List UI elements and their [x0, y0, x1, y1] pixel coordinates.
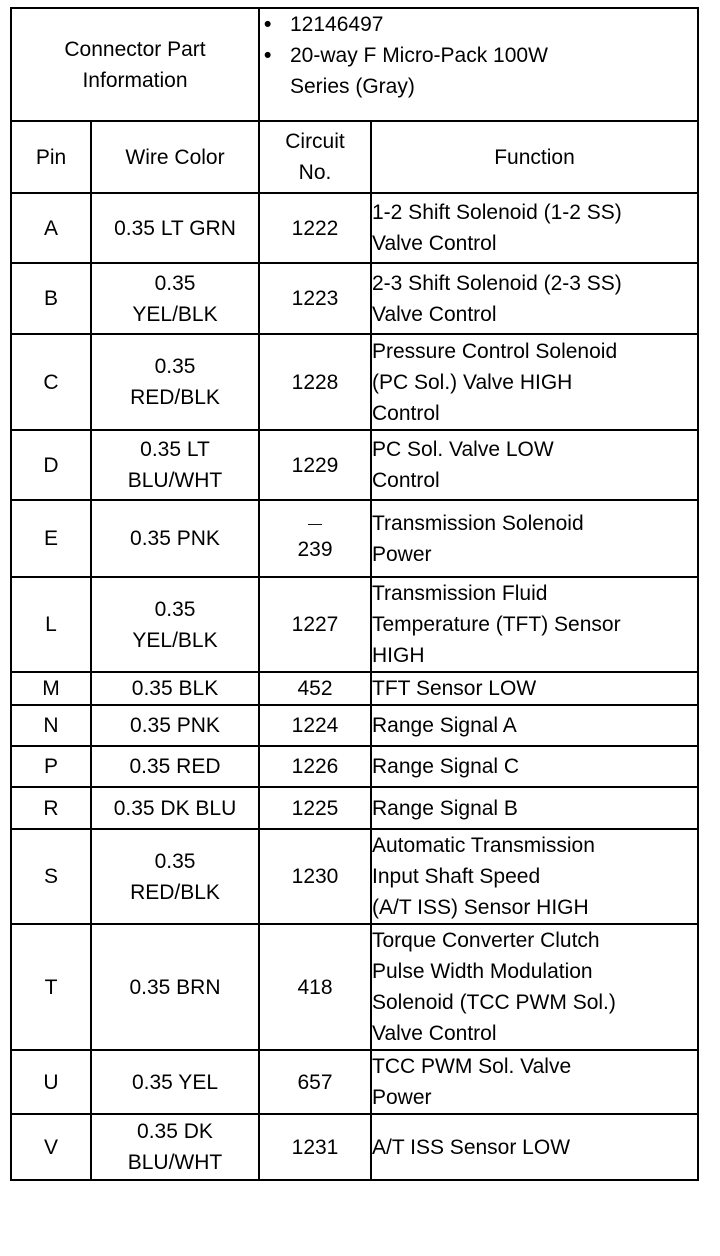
connector-description-item: [260, 40, 697, 102]
function-line: TCC PWM Sol. Valve: [372, 1055, 572, 1078]
function-line: TFT Sensor LOW: [372, 677, 537, 700]
header-circuit-no-line: No.: [298, 161, 332, 184]
wire-color-line: 0.35: [154, 271, 196, 295]
function-line: Power: [372, 542, 432, 566]
circuit-no-cell: [259, 577, 371, 672]
circuit-no-cell: [259, 787, 371, 829]
function-line: Transmission Fluid: [372, 582, 548, 605]
function-line: Solenoid (TCC PWM Sol.): [372, 991, 616, 1014]
connector-table-sheet: [10, 7, 697, 1181]
connector-info-label-line: Connector Part: [64, 37, 206, 61]
function-line: 1-2 Shift Solenoid (1-2 SS): [372, 201, 622, 224]
circuit-no-line: 1226: [291, 755, 339, 778]
table-row: [11, 263, 698, 334]
function-line: Power: [372, 1086, 432, 1109]
pin-label: A: [43, 216, 58, 240]
table-row: [11, 705, 698, 746]
pin-label: M: [42, 677, 60, 700]
function-line: Temperature (TFT) Sensor: [372, 613, 621, 636]
wire-color-line: RED/BLK: [130, 880, 220, 904]
connector-description: [290, 40, 548, 102]
pin-label: V: [43, 1135, 58, 1159]
function-line: Pressure Control Solenoid: [372, 339, 618, 363]
header-wire-color: [91, 121, 259, 193]
function-line: Valve Control: [372, 302, 497, 326]
circuit-no-line: 1223: [291, 287, 339, 310]
circuit-no-line: 452: [297, 677, 333, 700]
wire-color-line: YEL/BLK: [132, 302, 218, 326]
header-function: [371, 121, 698, 193]
pin-cell: [11, 1050, 91, 1114]
pin-cell: [11, 746, 91, 787]
wire-color-cell: [91, 430, 259, 500]
wire-color-cell: [91, 500, 259, 577]
function-line: (A/T ISS) Sensor HIGH: [372, 896, 589, 919]
circuit-no-line: 239: [297, 538, 333, 561]
wire-color-line: 0.35 DK: [137, 1120, 213, 1143]
function-line: Transmission Solenoid: [372, 511, 584, 535]
pin-cell: [11, 334, 91, 430]
pin-label: N: [43, 714, 59, 737]
wire-color-cell: [91, 577, 259, 672]
table-row: [11, 430, 698, 500]
pin-cell: [11, 705, 91, 746]
bullet-icon: •: [264, 13, 272, 36]
wire-color-cell: [91, 263, 259, 334]
connector-info-row: [11, 8, 698, 121]
bullet-icon: •: [264, 44, 272, 67]
connector-description-line: Series (Gray): [290, 75, 415, 98]
wire-color-line: 0.35 PNK: [130, 714, 220, 737]
wire-color-line: 0.35 LT: [140, 438, 210, 461]
column-header-row: [11, 121, 698, 193]
function-cell: [371, 500, 698, 577]
circuit-no-line: 1230: [291, 865, 339, 888]
function-line: Range Signal A: [372, 714, 517, 737]
wire-color-line: YEL/BLK: [132, 628, 218, 652]
function-line: PC Sol. Valve LOW: [372, 438, 554, 461]
circuit-no-line: 1225: [291, 796, 339, 820]
wire-color-line: 0.35: [154, 355, 196, 378]
function-line: Control: [372, 401, 440, 425]
wire-color-line: 0.35 BRN: [129, 975, 221, 999]
wire-color-line: 0.35: [154, 597, 196, 621]
circuit-no-cell: [259, 263, 371, 334]
pin-label: T: [44, 975, 58, 999]
circuit-no-line: —: [308, 515, 322, 531]
connector-table: [10, 7, 699, 1181]
table-row: [11, 1114, 698, 1180]
pin-label: S: [43, 865, 58, 888]
function-cell: [371, 577, 698, 672]
function-cell: [371, 263, 698, 334]
pin-label: U: [43, 1070, 59, 1094]
function-line: Pulse Width Modulation: [372, 960, 593, 983]
function-line: Range Signal C: [372, 755, 520, 778]
function-line: Range Signal B: [372, 796, 518, 820]
connector-table-body: [11, 8, 698, 1180]
circuit-no-cell: [259, 924, 371, 1050]
pin-label: B: [43, 287, 58, 310]
table-row: [11, 672, 698, 705]
function-line: (PC Sol.) Valve HIGH: [372, 370, 573, 394]
function-line: Control: [372, 469, 440, 492]
function-cell: [371, 705, 698, 746]
circuit-no-cell: [259, 193, 371, 263]
header-wire-color-text: Wire Color: [125, 145, 225, 169]
pin-cell: [11, 577, 91, 672]
table-row: [11, 787, 698, 829]
connector-info-label-line: Information: [82, 68, 188, 92]
pin-label: P: [43, 755, 58, 778]
connector-info-details: [259, 8, 698, 121]
pin-label: C: [43, 370, 59, 394]
wire-color-line: BLU/WHT: [127, 1151, 223, 1174]
table-row: [11, 577, 698, 672]
function-cell: [371, 193, 698, 263]
pin-cell: [11, 500, 91, 577]
circuit-no-cell: [259, 500, 371, 577]
wire-color-cell: [91, 705, 259, 746]
circuit-no-cell: [259, 334, 371, 430]
function-cell: [371, 1114, 698, 1180]
wire-color-cell: [91, 334, 259, 430]
wire-color-line: 0.35 DK BLU: [113, 796, 237, 820]
function-cell: [371, 924, 698, 1050]
function-line: Valve Control: [372, 1022, 497, 1045]
connector-info-label: [11, 8, 259, 121]
wire-color-cell: [91, 787, 259, 829]
table-row: [11, 829, 698, 924]
pin-cell: [11, 193, 91, 263]
pin-cell: [11, 263, 91, 334]
function-line: A/T ISS Sensor LOW: [372, 1135, 571, 1159]
table-row: [11, 924, 698, 1050]
wire-color-cell: [91, 746, 259, 787]
wire-color-line: 0.35 RED: [129, 755, 221, 778]
wire-color-line: 0.35 LT GRN: [114, 216, 236, 240]
wire-color-cell: [91, 672, 259, 705]
pin-cell: [11, 430, 91, 500]
table-row: [11, 193, 698, 263]
circuit-no-cell: [259, 705, 371, 746]
pin-cell: [11, 672, 91, 705]
wire-color-cell: [91, 1050, 259, 1114]
wire-color-line: 0.35 BLK: [131, 677, 219, 700]
function-line: HIGH: [372, 644, 425, 667]
wire-color-cell: [91, 193, 259, 263]
circuit-no-cell: [259, 746, 371, 787]
circuit-no-line: 1222: [291, 216, 339, 240]
function-cell: [371, 746, 698, 787]
pin-label: E: [43, 527, 58, 550]
function-line: Torque Converter Clutch: [372, 929, 600, 952]
wire-color-line: 0.35 PNK: [130, 527, 220, 550]
pin-cell: [11, 787, 91, 829]
function-line: 2-3 Shift Solenoid (2-3 SS): [372, 271, 622, 295]
header-function-text: Function: [494, 145, 575, 169]
wire-color-cell: [91, 924, 259, 1050]
circuit-no-cell: [259, 1114, 371, 1180]
function-cell: [371, 334, 698, 430]
pin-cell: [11, 924, 91, 1050]
connector-description-line: 20-way F Micro-Pack 100W: [290, 44, 548, 67]
connector-part-number-text: 12146497: [290, 13, 384, 36]
circuit-no-cell: [259, 1050, 371, 1114]
circuit-no-cell: [259, 430, 371, 500]
circuit-no-cell: [259, 829, 371, 924]
circuit-no-line: 418: [297, 975, 333, 999]
function-cell: [371, 672, 698, 705]
function-cell: [371, 829, 698, 924]
wire-color-line: BLU/WHT: [127, 469, 223, 492]
pin-cell: [11, 1114, 91, 1180]
header-circuit-no: [259, 121, 371, 193]
table-row: [11, 334, 698, 430]
wire-color-cell: [91, 1114, 259, 1180]
circuit-no-line: 1228: [291, 370, 339, 394]
header-circuit-no-line: Circuit: [285, 130, 345, 153]
circuit-no-line: 1227: [291, 613, 339, 636]
header-pin: [11, 121, 91, 193]
pin-cell: [11, 829, 91, 924]
connector-part-number-item: [260, 9, 697, 40]
wire-color-line: 0.35 YEL: [131, 1070, 219, 1094]
pin-label: R: [43, 796, 59, 820]
function-line: Valve Control: [372, 232, 497, 255]
circuit-no-line: 1229: [291, 453, 339, 477]
circuit-no-line: 657: [297, 1070, 333, 1094]
header-pin-text: Pin: [35, 145, 67, 169]
circuit-no-line: 1231: [291, 1135, 339, 1159]
pin-label: D: [43, 453, 59, 477]
function-cell: [371, 1050, 698, 1114]
function-line: Input Shaft Speed: [372, 865, 541, 888]
table-row: [11, 500, 698, 577]
function-cell: [371, 787, 698, 829]
wire-color-line: 0.35: [154, 849, 196, 873]
function-line: Automatic Transmission: [372, 834, 595, 857]
pin-label: L: [45, 613, 57, 636]
connector-part-number: [290, 9, 383, 40]
table-row: [11, 1050, 698, 1114]
wire-color-cell: [91, 829, 259, 924]
function-cell: [371, 430, 698, 500]
wire-color-line: RED/BLK: [130, 386, 220, 409]
table-row: [11, 746, 698, 787]
circuit-no-cell: [259, 672, 371, 705]
circuit-no-line: 1224: [291, 714, 339, 737]
